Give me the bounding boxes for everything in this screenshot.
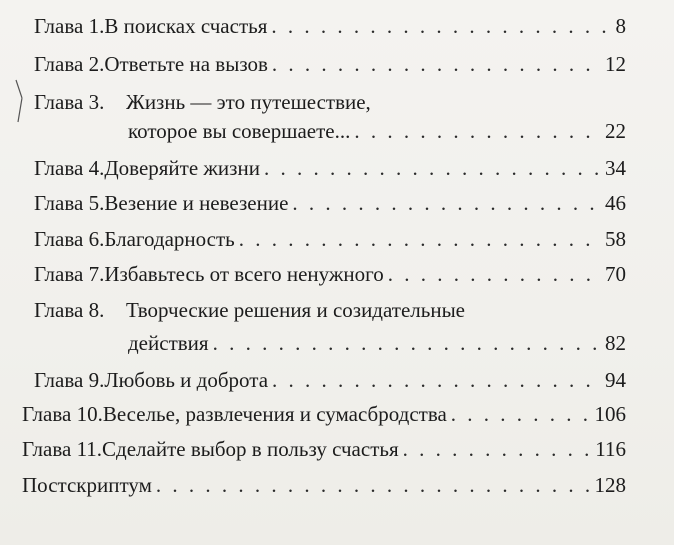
- toc-entry-title: Везение и невезение: [104, 191, 289, 215]
- toc-entry-3: [34, 89, 626, 115]
- toc-entry-page: 116: [595, 437, 626, 461]
- leader-dots: [271, 13, 609, 39]
- toc-entry-page: 128: [594, 473, 626, 497]
- leader-dots: [403, 436, 590, 462]
- toc-entry-label: Глава 8.: [34, 298, 105, 322]
- toc-entry-label: Глава 10.: [22, 402, 103, 426]
- leader-dots: [388, 261, 599, 287]
- toc-entry-label: Глава 1.: [34, 14, 105, 38]
- toc-entry-6: [34, 226, 626, 252]
- toc-entry-title: Любовь и доброта: [104, 368, 269, 392]
- toc-entry-7: [34, 261, 626, 287]
- leader-dots: [354, 118, 599, 144]
- toc-entry-label: Глава 11.: [22, 437, 103, 461]
- toc-entry-11: [22, 436, 626, 462]
- toc-entry-title: Доверяйте жизни: [104, 156, 260, 180]
- toc-entry-page: 94: [605, 368, 626, 392]
- toc-entry-label: Глава 2.: [34, 52, 105, 76]
- toc-entry-label: Глава 7.: [34, 262, 105, 286]
- toc-entry-title: Веселье, развлечения и сумасбродства: [102, 402, 447, 426]
- toc-entry-2: [34, 51, 626, 77]
- toc-entry-postscript: [22, 472, 626, 498]
- toc-entry-page: 8: [615, 14, 626, 38]
- toc-entry-label: Глава 4.: [34, 156, 105, 180]
- toc-entry-title: Творческие решения и созидательные: [126, 298, 465, 322]
- toc-entry-title: Сделайте выбор в пользу счастья: [102, 437, 399, 461]
- leader-dots: [272, 51, 599, 77]
- toc-entry-page: 12: [605, 52, 626, 76]
- toc-entry-page: 58: [605, 227, 626, 251]
- toc-entry-label: Постскриптум: [22, 473, 152, 497]
- toc-entry-title: В поисках счастья: [104, 14, 268, 38]
- toc-entry-page: 82: [605, 331, 626, 355]
- leader-dots: [239, 226, 599, 252]
- toc-entry-title: Жизнь — это путешествие,: [126, 90, 371, 114]
- toc-entry-title: Ответьте на вызов: [104, 52, 268, 76]
- toc-entry-page: 46: [605, 191, 626, 215]
- toc-entry-1: [34, 13, 626, 39]
- toc-entry-page: 22: [605, 119, 626, 143]
- toc-entry-8-continuation: [128, 330, 626, 356]
- toc-entry-label: Глава 5.: [34, 191, 105, 215]
- toc-entry-title: Благодарность: [104, 227, 235, 251]
- toc-entry-10: [22, 401, 626, 427]
- toc-entry-4: [34, 155, 626, 181]
- toc-entry-page: 106: [594, 402, 626, 426]
- toc-entry-label: Глава 9.: [34, 368, 105, 392]
- toc-entry-9: [34, 367, 626, 393]
- leader-dots: [292, 190, 599, 216]
- toc-entry-title-continuation: которое вы совершаете...: [128, 119, 351, 143]
- toc-entry-8: [34, 297, 626, 323]
- toc-entry-label: Глава 6.: [34, 227, 105, 251]
- leader-dots: [156, 472, 589, 498]
- toc-entry-3-continuation: [128, 118, 626, 144]
- toc-entry-title: Избавьтесь от всего ненужного: [104, 262, 384, 286]
- toc-entry-label: Глава 3.: [34, 90, 105, 114]
- toc-entry-title-continuation: действия: [128, 331, 209, 355]
- toc-entry-5: [34, 190, 626, 216]
- leader-dots: [272, 367, 599, 393]
- toc-entry-page: 34: [605, 156, 626, 180]
- leader-dots: [264, 155, 599, 181]
- leader-dots: [213, 330, 599, 356]
- toc-entry-page: 70: [605, 262, 626, 286]
- leader-dots: [451, 401, 589, 427]
